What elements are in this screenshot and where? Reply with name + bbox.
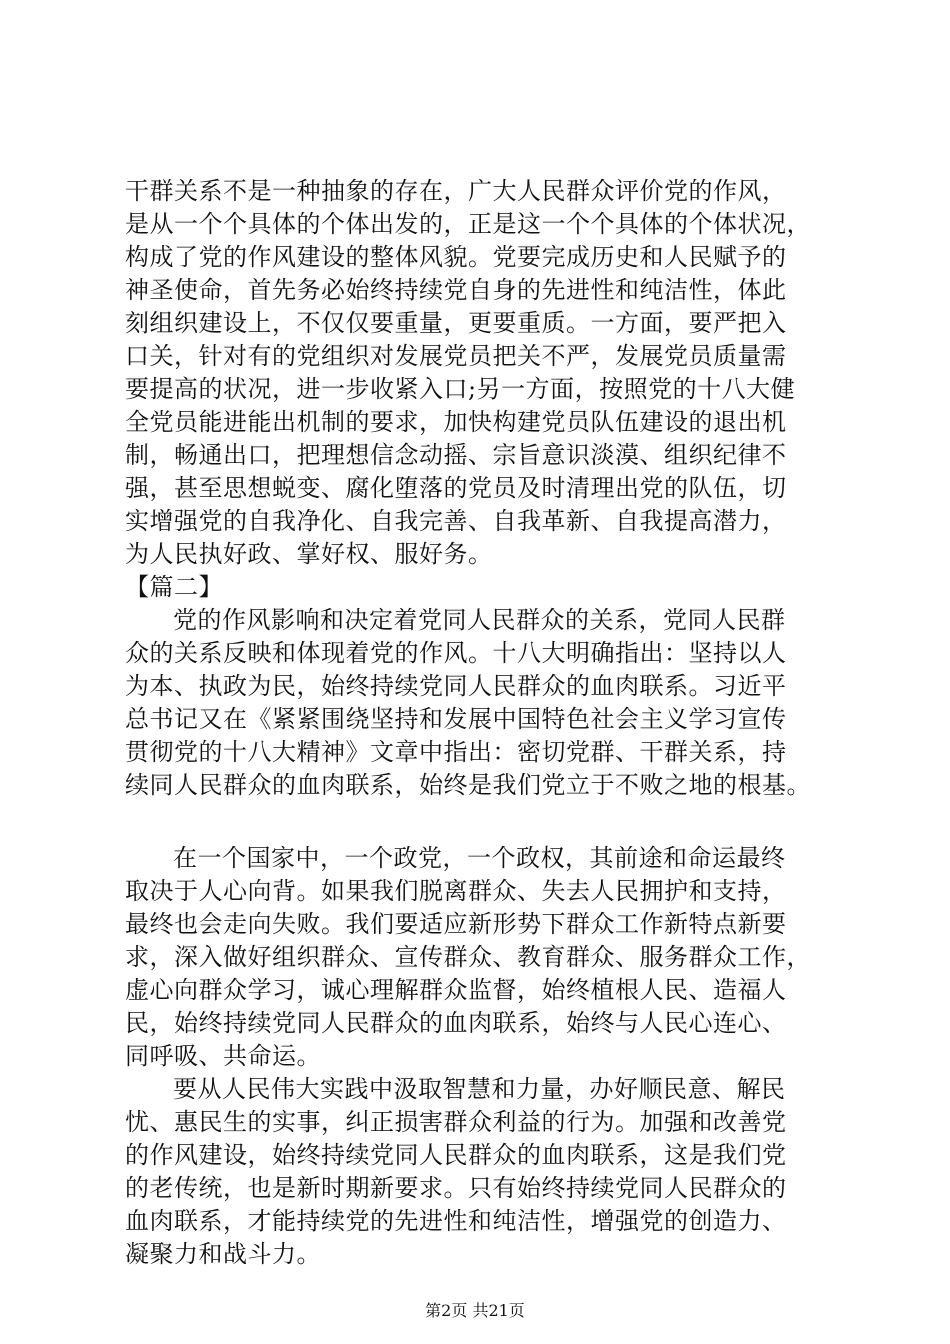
text-line: 口关，针对有的党组织对发展党员把关不严，发展党员质量需	[125, 342, 787, 370]
text-line: 为本、执政为民，始终持续党同人民群众的血肉联系。习近平	[125, 672, 787, 700]
section-heading: 【篇二】	[125, 573, 223, 601]
text-line: 干群关系不是一种抽象的存在，广大人民群众评价党的作风，	[125, 177, 787, 205]
text-line: 虚心向群众学习，诚心理解群众监督，始终植根人民、造福人	[125, 976, 787, 1004]
text-line: 续同人民群众的血肉联系，始终是我们党立于不败之地的根基。	[125, 771, 811, 799]
text-line: 的作风建设，始终持续党同人民群众的血肉联系，这是我们党	[125, 1141, 787, 1169]
text-line: 为人民执好政、掌好权、服好务。	[125, 540, 493, 568]
text-line: 取决于人心向背。如果我们脱离群众、失去人民拥护和支持，	[125, 877, 787, 905]
text-line: 同呼吸、共命运。	[125, 1042, 321, 1070]
text-line: 众的关系反映和体现着党的作风。十八大明确指出：坚持以人	[125, 639, 787, 667]
text-line: 全党员能进能出机制的要求，加快构建党员队伍建设的退出机	[125, 408, 787, 436]
text-line: 总书记又在《紧紧围绕坚持和发展中国特色社会主义学习宣传	[125, 705, 787, 733]
text-line: 要提高的状况，进一步收紧入口;另一方面，按照党的十八大健	[125, 375, 796, 403]
text-line: 求，深入做好组织群众、宣传群众、教育群众、服务群众工作，	[125, 943, 811, 971]
text-line: 构成了党的作风建设的整体风貌。党要完成历史和人民赋予的	[125, 243, 787, 271]
paragraph-first-line: 要从人民伟大实践中汲取智慧和力量，办好顺民意、解民	[173, 1075, 786, 1103]
text-line: 凝聚力和战斗力。	[125, 1240, 321, 1268]
text-line: 强，甚至思想蜕变、腐化堕落的党员及时清理出党的队伍，切	[125, 474, 787, 502]
text-line: 神圣使命，首先务必始终持续党自身的先进性和纯洁性，体此	[125, 276, 787, 304]
paragraph-first-line: 在一个国家中，一个政党，一个政权，其前途和命运最终	[173, 844, 786, 872]
text-line: 贯彻党的十八大精神》文章中指出：密切党群、干群关系，持	[125, 738, 787, 766]
text-line: 是从一个个具体的个体出发的，正是这一个个具体的个体状况，	[125, 210, 811, 238]
page-footer: 第2页 共21页	[425, 1301, 525, 1320]
text-line: 最终也会走向失败。我们要适应新形势下群众工作新特点新要	[125, 910, 787, 938]
text-line: 制，畅通出口，把理想信念动摇、宗旨意识淡漠、组织纪律不	[125, 441, 787, 469]
text-line: 实增强党的自我净化、自我完善、自我革新、自我提高潜力，	[125, 507, 787, 535]
text-line: 民，始终持续党同人民群众的血肉联系，始终与人民心连心、	[125, 1009, 787, 1037]
text-line: 的老传统，也是新时期新要求。只有始终持续党同人民群众的	[125, 1174, 787, 1202]
text-line: 忧、惠民生的实事，纠正损害群众利益的行为。加强和改善党	[125, 1108, 787, 1136]
paragraph-first-line: 党的作风影响和决定着党同人民群众的关系，党同人民群	[173, 606, 786, 634]
text-line: 血肉联系，才能持续党的先进性和纯洁性，增强党的创造力、	[125, 1207, 787, 1235]
text-line: 刻组织建设上，不仅仅要重量，更要重质。一方面，要严把入	[125, 309, 787, 337]
